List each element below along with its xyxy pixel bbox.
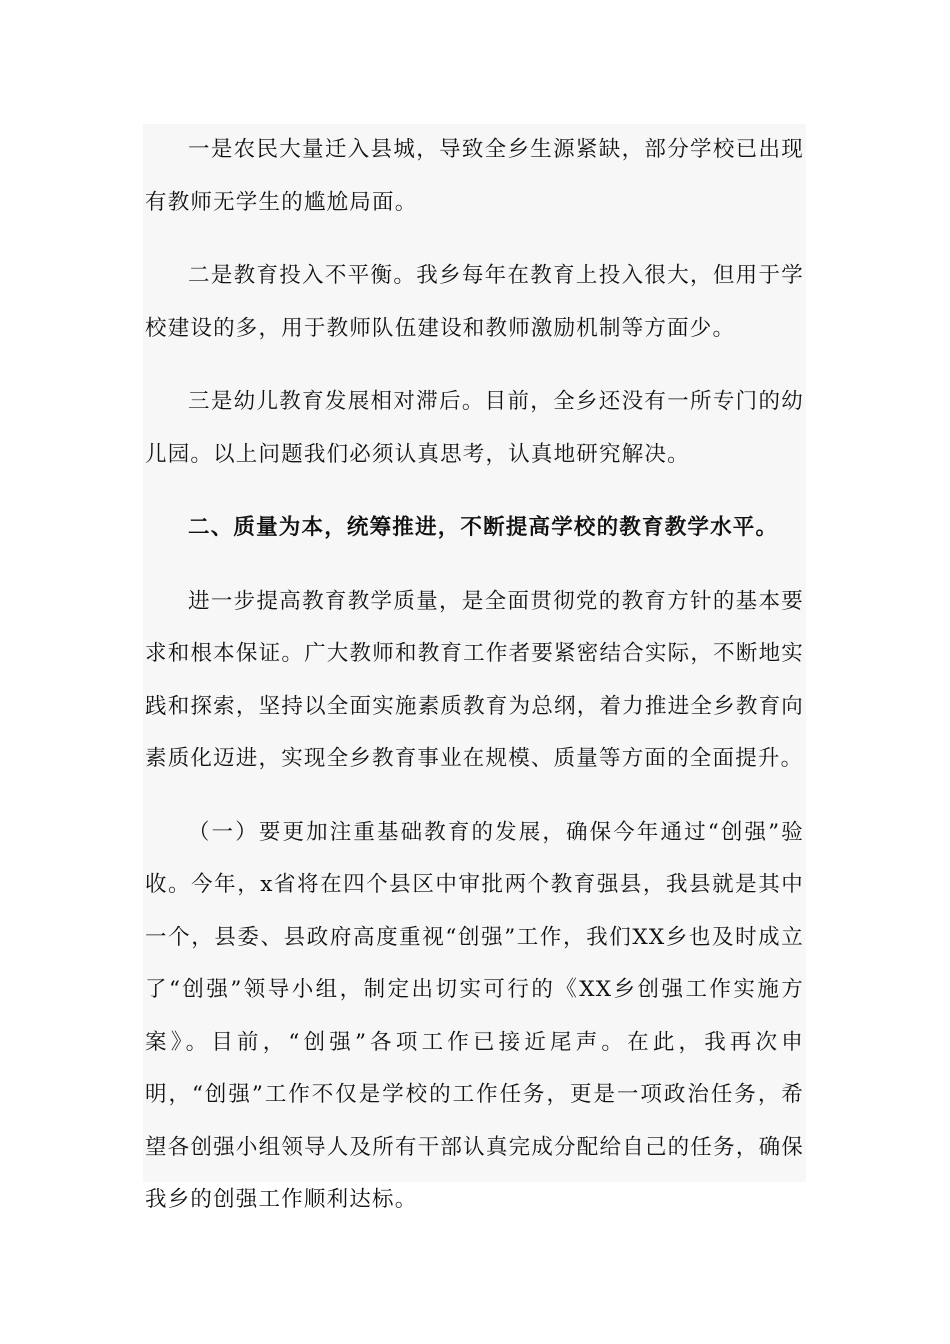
paragraph-4: 进一步提高教育教学质量，是全面贯彻党的教育方针的基本要求和根本保证。广大教师和教育工作者要紧密结合实际，不断地实践和探索，坚持以全面实施素质教育为总纲，着力推进全乡教育向素质化迈进，实现全乡教育事业在规模、质量等方面的全面提升。 [145,588,804,771]
document-text-block [143,124,806,1212]
paragraph-1: 一是农民大量迁入县城，导致全乡生源紧缺，部分学校已出现有教师无学生的尴尬局面。 [145,137,804,215]
paragraph-2: 二是教育投入不平衡。我乡每年在教育上投入很大，但用于学校建设的多，用于教师队伍建设和教师激励机制等方面少。 [145,263,804,341]
document-body [143,124,806,1227]
paragraph-3: 三是幼儿教育发展相对滞后。目前，全乡还没有一所专门的幼儿园。以上问题我们必须认真思考，认真地研究解决。 [145,389,804,467]
paragraph-5: （一）要更加注重基础教育的发展，确保今年通过“创强”验收。今年，x省将在四个县区中审批两个教育强县，我县就是其中一个，县委、县政府高度重视“创强”工作，我们XX乡也及时成立了“创强”领导小组，制定出切实可行的《XX乡创强工作实施方案》。目前，“创强”各项工作已接近尾声。在此，我再次申明，“创强”工作不仅是学校的工作任务，更是一项政治任务，希望各创强小组领导人及所有干部认真完成分配给自己的任务，确保我乡的创强工作顺利达标。 [145,819,804,1212]
section-heading: 二、质量为本，统筹推进，不断提高学校的教育教学水平。 [188,515,779,540]
